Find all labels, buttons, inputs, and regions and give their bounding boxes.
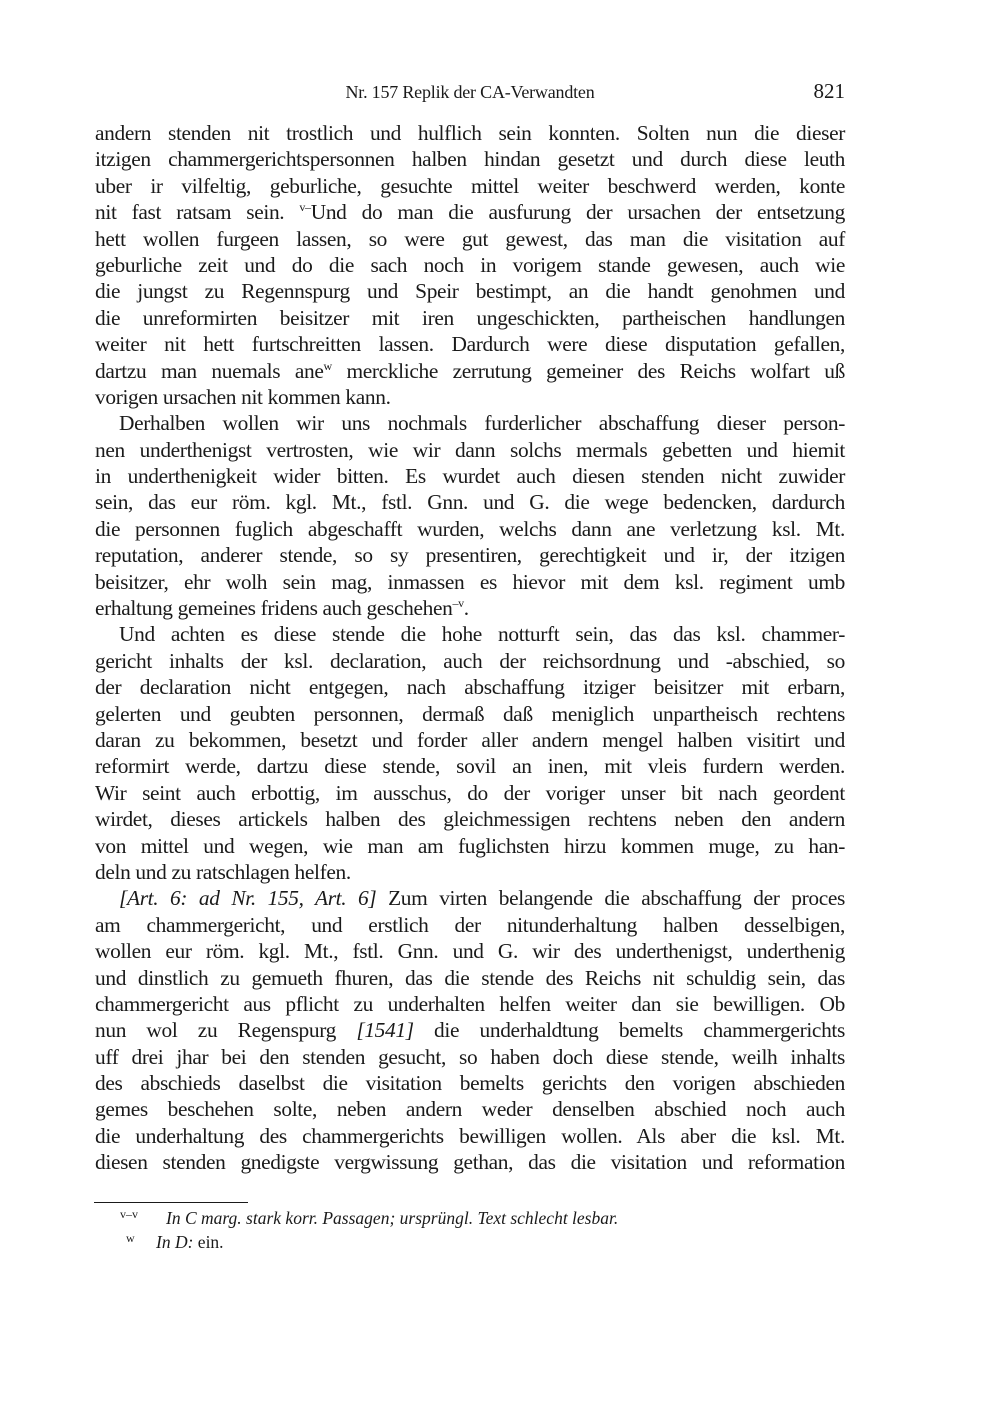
footnote-item: v–v In C marg. stark korr. Passagen; ursprüngl. Text schlecht lesbar. [120, 1207, 619, 1228]
text-line: geburliche zeit und do die sach noch in vorigem stande gewesen, auch wie [95, 252, 845, 277]
line-rest: Zum virten belangende die abschaffung der proces [376, 886, 846, 911]
text-line: die jungst zu Regennspurg und Speir bestimpt, an die handt genohmen und [95, 279, 845, 304]
line-end: . [463, 596, 469, 621]
footnote-marker-w: w [323, 358, 332, 373]
text-line: daran zu bekommen, besetzt und forder aller andern mengel halben visitirt und [95, 727, 845, 752]
running-title: Nr. 157 Replik der CA-Verwandten [345, 82, 595, 102]
text-line: Wir seint auch erbottig, im ausschus, do der voriger unser bit nach geordent [95, 780, 845, 805]
text-line: diesen stenden gnedigste vergwissung gethan, das die visitation und reformation [95, 1150, 845, 1175]
footnote-item: w In D: ein. [126, 1231, 224, 1252]
text-line: uff drei jhar bei den stenden gesucht, so haben doch diese stende, weilh inhalts [95, 1044, 845, 1069]
text-line: itzigen chammergerichtspersonnen halben hindan gesetzt und durch diese leuth [95, 147, 845, 172]
text-line: gemes beschehen solte, neben andern weder denselben abschied noch auch [95, 1097, 845, 1122]
text-line: vorigen ursachen nit kommen kann. [95, 384, 391, 409]
line-prefix: nun wol zu Regenspurg [95, 1018, 357, 1043]
text-line: wollen eur röm. kgl. Mt., fstl. Gnn. und G. wir des underthenigst, underthenig [95, 939, 845, 964]
text-line: beisitzer, ehr wolh sein mag, inmassen es hievor mit dem ksl. regiment umb [95, 569, 845, 594]
text-line: die personnen fuglich abgeschafft wurden, welchs dann ane verletzung ksl. Mt. [95, 516, 845, 541]
text-line [95, 595, 845, 621]
footnote-text: In D: [156, 1232, 194, 1252]
line-text: erhaltung gemeines fridens auch geschehen [95, 596, 453, 621]
footnote-text: In C marg. stark korr. Passagen; ursprüngl. Text schlecht lesbar. [166, 1208, 619, 1228]
line-rest: Und do man die ausfurung der ursachen der entsetzung [310, 200, 845, 225]
text-line: nen underthenigst vertrosten, wie wir dann solchs mermals gebetten und hiemit [95, 437, 845, 462]
paragraph-start: Und achten es diese stende die hohe notturft sein, das das ksl. chammer- [119, 622, 845, 647]
text-line: deln und zu ratschlagen helfen. [95, 859, 351, 884]
footnotes [120, 1206, 618, 1254]
page-number: 821 [813, 79, 845, 103]
text-line: sein, das eur röm. kgl. Mt., fstl. Gnn. und G. die wege bedencken, dardurch [95, 490, 845, 515]
editorial-date: [1541] [356, 1018, 414, 1043]
text-line: reformirt werde, dartzu diese stende, sovil an inen, mit vleis furdern werden. [95, 754, 845, 779]
text-line: chammergericht aus pflicht zu underhalten helfen weiter dan sie bewilligen. Ob [95, 991, 845, 1016]
text-line: der declaration nicht entgegen, nach abschaffung itziger beisitzer mit erbarn, [95, 675, 845, 700]
editorial-note: [Art. 6: ad Nr. 155, Art. 6] [119, 886, 377, 911]
text-line: reputation, anderer stende, so sy presentiren, gerechtigkeit und ir, der itzigen [95, 543, 845, 568]
text-line: wirdet, dieses artickels halben des gleichmessigen rechtens neben den andern [95, 807, 845, 832]
text-line: des abschieds daselbst die visitation bemelts gerichts den vorigen abschieden [95, 1071, 845, 1096]
text-line: in underthenigkeit wider bitten. Es wurdet auch diesen stenden nicht zuwider [95, 464, 845, 489]
text-line: hett wollen furgeen lassen, so were gut gewest, das man die visitation auf [95, 226, 845, 251]
line-prefix: nit fast ratsam sein. [95, 200, 300, 225]
footnote-text-roman: ein. [193, 1232, 224, 1252]
text-line: die underhaltung des chammergerichts bewilligen wollen. Als aber die ksl. Mt. [95, 1123, 845, 1148]
paragraph-start [95, 885, 845, 911]
text-line: gericht inhalts der ksl. declaration, auch der reichsordnung und -abschied, so [95, 648, 845, 673]
text-line: gelerten und geubten personnen, dermaß daß meniglich unpartheisch rechtens [95, 701, 845, 726]
line-rest: die underhaldtung bemelts chammergerichts [413, 1018, 845, 1043]
text-line [95, 199, 845, 225]
footnote-marker-v-close: –v [452, 596, 464, 611]
body-text [95, 120, 845, 1176]
line-prefix: dartzu man nuemals ane [95, 358, 324, 383]
text-line [95, 1017, 845, 1043]
text-line [95, 358, 845, 384]
text-line: und dinstlich zu gemueth fhuren, das die stende des Reichs nit schuldig sein, das [95, 965, 845, 990]
text-line: am chammergericht, und erstlich der nitunderhaltung halben desselbigen, [95, 912, 845, 937]
running-head [95, 80, 845, 106]
footnote-divider [94, 1202, 248, 1203]
text-line: andern stenden nit trostlich und hulflich sein konnten. Solten nun die dieser [95, 121, 845, 145]
footnote-marker-v-open: v– [299, 200, 311, 215]
text-line: von mittel und wegen, wie man am fuglichsten hirzu kommen muge, zu han- [95, 833, 845, 858]
text-line: uber ir vilfeltig, geburliche, gesuchte mittel weiter beschwerd werden, konte [95, 173, 845, 198]
paragraph-start: Derhalben wollen wir uns nochmals furderlicher abschaffung dieser person- [119, 411, 845, 436]
text-line: weiter nit hett furtschreitten lassen. Dardurch were diese disputation gefallen, [95, 332, 845, 357]
text-line: die unreformirten beisitzer mit iren ungeschickten, partheischen handlungen [95, 305, 845, 330]
line-rest: merckliche zerrutung gemeiner des Reichs wolfart uß [331, 358, 845, 383]
